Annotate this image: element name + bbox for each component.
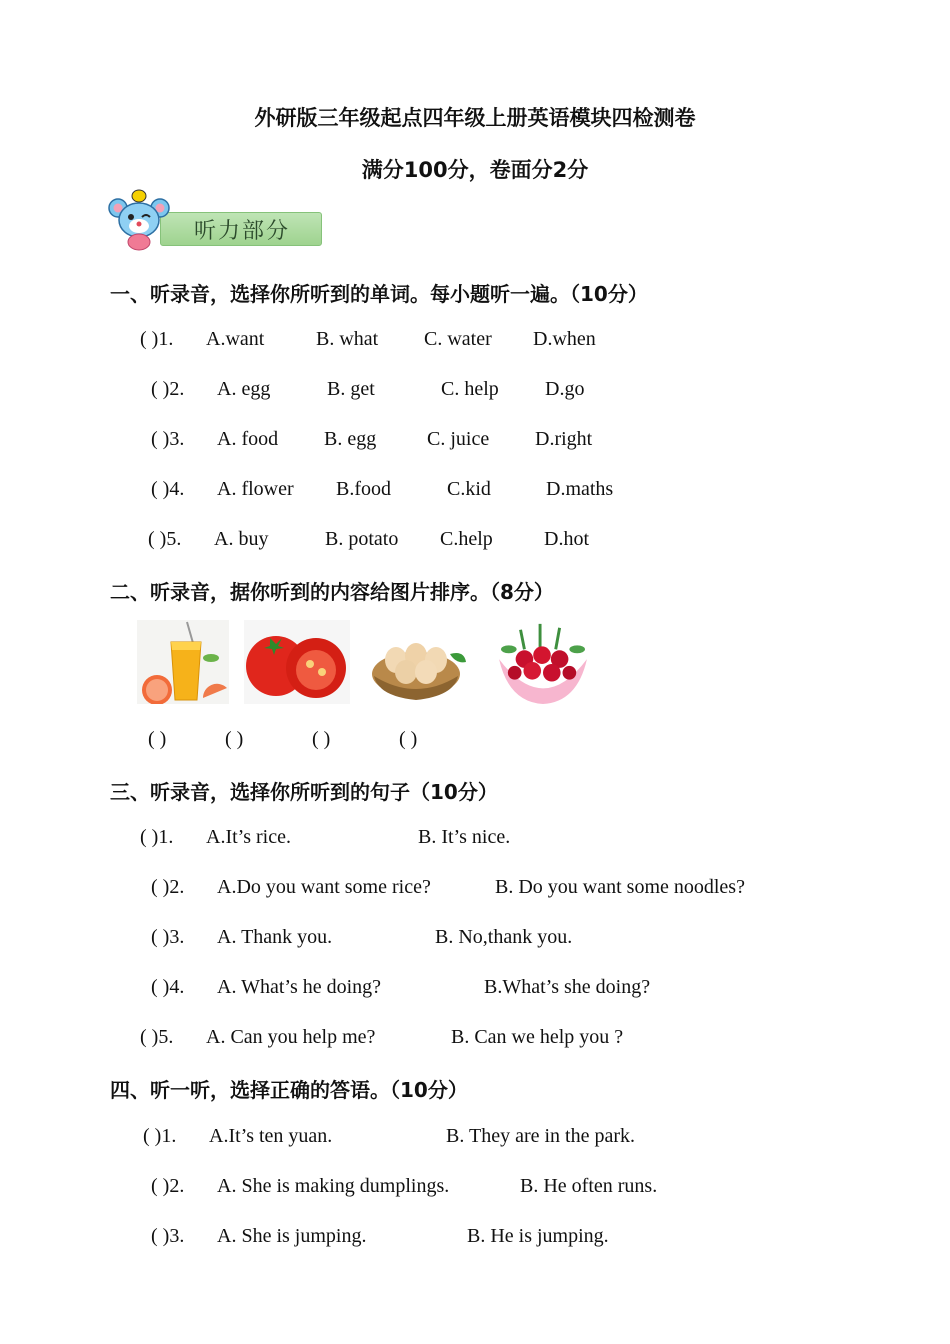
option-c: C.kid — [447, 478, 491, 500]
picture-blank-1: ( ) — [148, 728, 167, 750]
picture-blank-4: ( ) — [399, 728, 418, 750]
option-c: C.help — [440, 528, 493, 550]
section4-heading: 四、听一听，选择正确的答语。（10分） — [110, 1078, 468, 1102]
option-b: B. get — [327, 378, 375, 400]
flowers-picture — [490, 620, 596, 704]
option-b: B.What’s she doing? — [484, 976, 651, 998]
question-number: ( )5. — [148, 528, 182, 550]
question-number: ( )1. — [140, 328, 174, 350]
question-number: ( )2. — [151, 1175, 185, 1197]
question-number: ( )4. — [151, 478, 185, 500]
question-number: ( )2. — [151, 876, 185, 898]
option-a: A.It’s rice. — [206, 826, 291, 848]
option-a: A.Do you want some rice? — [217, 876, 431, 898]
question-number: ( )3. — [151, 428, 185, 450]
question-number: ( )3. — [151, 926, 185, 948]
option-a: A. She is making dumplings. — [217, 1175, 450, 1197]
listening-banner — [108, 188, 324, 252]
option-a: A. food — [217, 428, 279, 450]
option-d: D.maths — [546, 478, 614, 500]
option-b: B. potato — [325, 528, 399, 550]
question-number: ( )1. — [143, 1125, 177, 1147]
option-b: B. egg — [324, 428, 377, 450]
picture-blank-2: ( ) — [225, 728, 244, 750]
option-b: B. Can we help you ? — [451, 1026, 624, 1048]
option-c: C. water — [424, 328, 492, 350]
option-a: A. What’s he doing? — [217, 976, 382, 998]
option-d: D.go — [545, 378, 585, 400]
option-b: B. what — [316, 328, 379, 350]
option-a: A. She is jumping. — [217, 1225, 367, 1247]
option-a: A.It’s ten yuan. — [209, 1125, 333, 1147]
question-number: ( )2. — [151, 378, 185, 400]
eggs-picture — [366, 620, 468, 704]
option-b: B. They are in the park. — [446, 1125, 636, 1147]
option-b: B. Do you want some noodles? — [495, 876, 745, 898]
section3-heading: 三、听录音，选择你所听到的句子（10分） — [110, 780, 498, 804]
section1-heading: 一、听录音，选择你所听到的单词。每小题听一遍。（10分） — [110, 282, 648, 306]
option-d: D.right — [535, 428, 593, 450]
option-b: B. He often runs. — [520, 1175, 658, 1197]
option-a: A. flower — [217, 478, 294, 500]
option-b: B. He is jumping. — [467, 1225, 609, 1247]
option-a: A.want — [206, 328, 265, 350]
option-a: A. buy — [214, 528, 269, 550]
option-b: B. No,thank you. — [435, 926, 573, 948]
tomato-picture — [244, 620, 350, 704]
question-number: ( )4. — [151, 976, 185, 998]
question-number: ( )1. — [140, 826, 174, 848]
option-b: B. It’s nice. — [418, 826, 511, 848]
option-a: A. egg — [217, 378, 271, 400]
page-title: 外研版三年级起点四年级上册英语模块四检测卷 — [254, 106, 696, 130]
option-b: B.food — [336, 478, 391, 500]
question-number: ( )5. — [140, 1026, 174, 1048]
juice-picture — [137, 620, 229, 704]
page-subtitle: 满分100分，卷面分2分 — [361, 158, 589, 182]
picture-blank-3: ( ) — [312, 728, 331, 750]
mouse-mascot-icon — [108, 188, 170, 252]
option-c: C. help — [441, 378, 499, 400]
option-a: A. Can you help me? — [206, 1026, 376, 1048]
section2-heading: 二、听录音，据你听到的内容给图片排序。（8分） — [110, 580, 554, 604]
option-d: D.when — [533, 328, 596, 350]
question-number: ( )3. — [151, 1225, 185, 1247]
option-a: A. Thank you. — [217, 926, 333, 948]
banner-label: 听力部分 — [194, 219, 291, 244]
option-c: C. juice — [427, 428, 490, 450]
option-d: D.hot — [544, 528, 589, 550]
